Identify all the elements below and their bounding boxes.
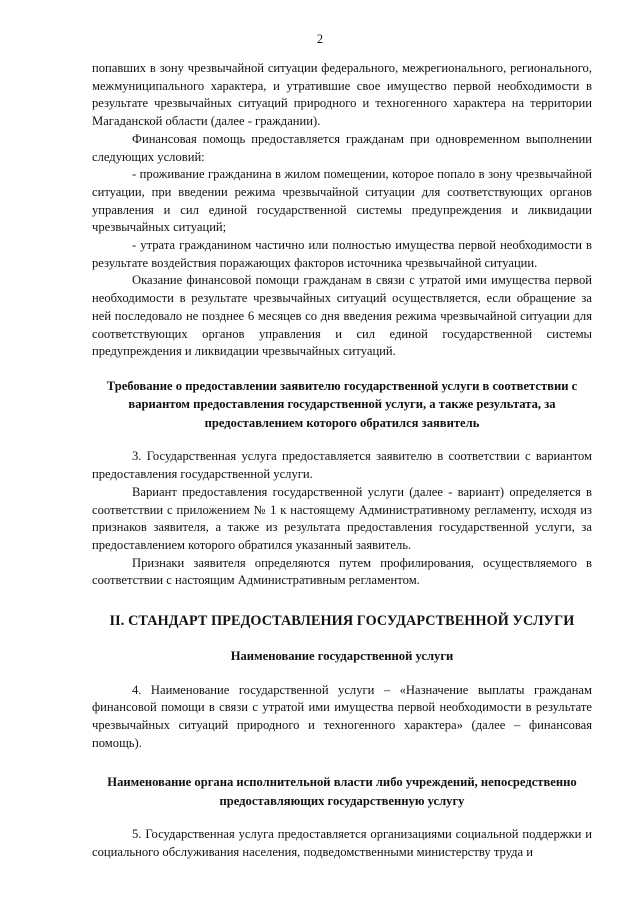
document-body: [92, 60, 592, 862]
paragraph: Вариант предоставления государственной услуги (далее - вариант) определяется в соответствии с приложением № 1 к настоящему Административному регламенту, исходя из признаков заявителя, а также из результата предоставления государственной услуги, за предоставлением которого обратился указанный заявитель.: [92, 484, 592, 552]
paragraph: Оказание финансовой помощи гражданам в связи с утратой ими имущества первой необходимости в результате чрезвычайных ситуаций осуществляется, если обращение за ней последовало не позднее 6 месяцев со дня введения режима чрезвычайной ситуации для соответствующих органов управления и сил единой государственной системы предупреждения и ликвидации чрезвычайных ситуаций.: [92, 273, 592, 359]
page-number: 2: [316, 32, 324, 46]
paragraph: 4. Наименование государственной услуги – «Назначение выплаты гражданам финансовой помощи в связи с утратой ими имущества первой необходимости в результате чрезвычайных ситуаций природного и техногенного характера» (далее – финансовая помощь).: [92, 682, 592, 750]
heading-requirement: Требование о предоставлении заявителю государственной услуги в соответствии с вариантом предоставления государственной услуги, а также результата, за предоставлением которого обратился заявитель: [106, 378, 578, 430]
section-title: II. СТАНДАРТ ПРЕДОСТАВЛЕНИЯ ГОСУДАРСТВЕННОЙ УСЛУГИ: [109, 613, 575, 630]
heading-service-name: Наименование государственной услуги: [230, 649, 454, 664]
paragraph: Финансовая помощь предоставляется гражданам при одновременном выполнении следующих условий:: [92, 131, 592, 164]
paragraph: 3. Государственная услуга предоставляется заявителю в соответствии с вариантом предоставления государственной услуги.: [92, 449, 592, 482]
paragraph: 5. Государственная услуга предоставляется организациями социальной поддержки и социального обслуживания населения, подведомственными министерству труда и: [92, 827, 592, 860]
list-item: - утрата гражданином частично или полностью имущества первой необходимости в результате воздействия поражающих факторов источника чрезвычайной ситуации.: [92, 238, 592, 270]
list-item: - проживание гражданина в жилом помещении, которое попало в зону чрезвычайной ситуации, при введении режима чрезвычайной ситуации для соответствующих органов управления и сил единой государственной системы предупреждения и ликвидации чрезвычайных ситуаций;: [92, 167, 592, 235]
paragraph: Признаки заявителя определяются путем профилирования, осуществляемого в соответствии с настоящим Административным регламентом.: [92, 555, 592, 588]
paragraph: попавших в зону чрезвычайной ситуации федерального, межрегионального, регионального, межмуниципального характера, и утратившие свое имущество первой необходимости в результате чрезвычайных ситуаций природного и техногенного характера на территории Магаданской области (далее - граждании).: [92, 61, 592, 129]
heading-authority: Наименование органа исполнительной власти либо учреждений, непосредственно предоставляющих государственную услугу: [107, 775, 577, 808]
